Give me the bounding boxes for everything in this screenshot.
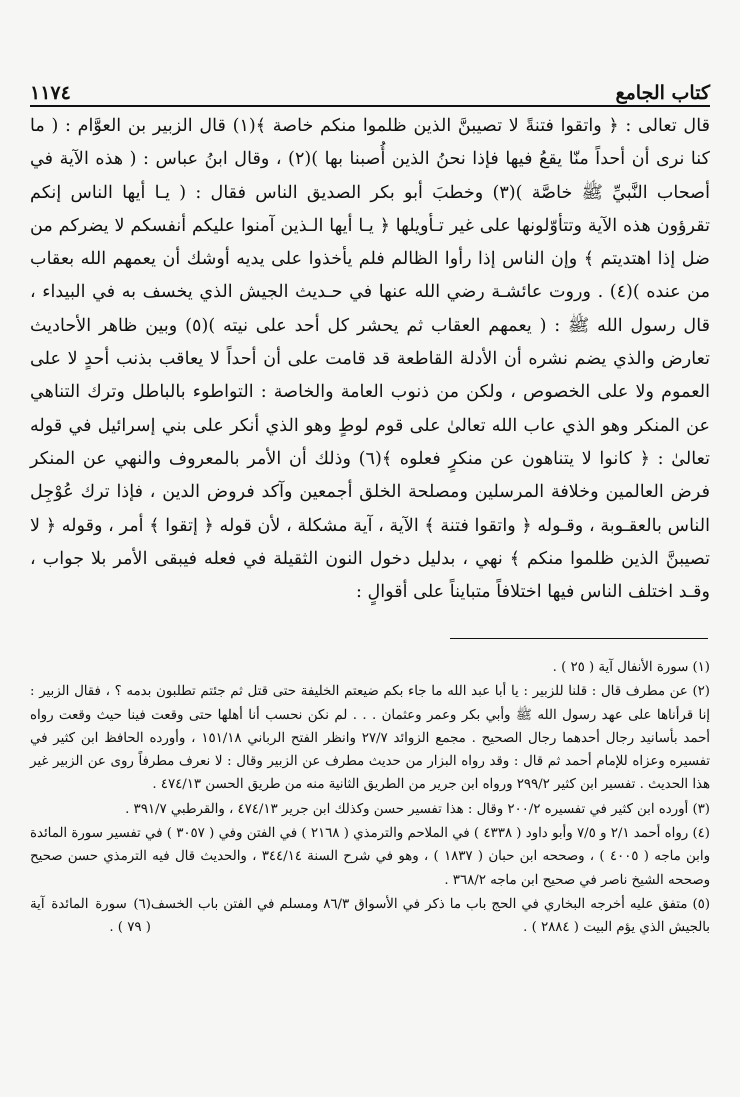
footnote-5: (٥) متفق عليه أخرجه البخاري في الحج باب ما ذكر في الأسواق ٨٦/٣ ومسلم في الفتن باب الخسف بالجيش الذي يؤم البيت ( ٢٨٨٤ ) . (150, 896, 711, 936)
running-header (30, 64, 710, 104)
footnote-2: (٢) عن مطرف قال : قلنا للزبير : يا أبا عبد الله ما جاء بكم ضيعتم الخليفة حتى قتل ثم جئتم تطلبون بدمه ؟ ، فقال الزبير : إنا قرأناها على عهد رسول الله ﷺ وأبي بكر وعمر وعثمان . . . لم نكن نحسب أنا أهلها حتى وقعت فينا حيث وقعت رواه أحمد بأسانيد رجال أحدهما رجال الصحيح . مجمع الزوائد ٢٧/٧ وانظر الفتح الرباني ١٥١/١٨ ، وأورده الحافظ ابن كثير في تفسيره وعزاه للإمام أحمد ثم قال : وقد رواه البزار من حديث مطرف عن الزبير وقال : لا نعرف مطرفاً روى عن الزبير غير هذا الحديث . تفسير ابن كثير ٢٩٩/٢ ورواه ابن جرير من الطريق الثانية منه من طريق الحسن ٤٧٤/١٣ . (30, 684, 711, 793)
footnote-4: (٤) رواه أحمد ٢/١ و ٧/٥ وأبو داود ( ٤٣٣٨ ) في الملاحم والترمذي ( ٢١٦٨ ) في الفتن وفي ( ٣٠٥٧ ) في تفسير سورة المائدة وابن ماجه ( ٤٠٠٥ ) ، وصححه ابن حبان ( ١٨٣٧ ) ، وهو في شرح السنة ٣٤٤/١٤ ، والحديث قال فيه الترمذي حسن صحيح وصححه الشيخ ناصر في صحيح ابن ماجه ٣٦٨/٢ . (30, 826, 710, 888)
footnote-last-line (30, 893, 710, 941)
footnote-separator (450, 638, 708, 639)
footnotes (30, 656, 710, 941)
header-rule (30, 105, 710, 107)
main-text (30, 110, 710, 609)
footnote-3: (٣) أورده ابن كثير في تفسيره ٢٠٠/٢ وقال : هذا تفسير حسن وكذلك ابن جرير ٤٧٤/١٣ ، والقرطبي ٣٩١/٧ . (125, 801, 710, 817)
footnote-1: (١) سورة الأنفال آية ( ٢٥ ) . (552, 660, 710, 675)
chapter-title: كتاب الجامع (615, 82, 710, 104)
page-number: ١١٧٤ (30, 82, 71, 104)
footnote-6: (٦) سورة المائدة آية ( ٧٩ ) . (30, 896, 151, 936)
main-paragraph: قال تعالى : ﴿ واتقوا فتنةً لا تصيبنَّ الذين ظلموا منكم خاصة ﴾(١) قال الزبير بن العوَّام : ( ما كنا نرى أن أحداً منّا يقعُ فيها فإذا نحنُ الذين أُصبنا بها )(٢) ، وقال ابنُ عباس : ( هذه الآية في أصحاب النَّبيِّ ﷺ خاصَّة )(٣) وخطبَ أبو بكر الصديق الناس فقال : ( يـا أيها الناس إنكم تقرؤون هذه الآية وتتأوّلونها على غير تـأويلها ﴿ يـا أيها الـذين آمنوا عليكم أنفسكم لا يضركم من ضل إذا اهتديتم ﴾ وإن الناس إذا رأوا الظالم فلم يأخذوا على يديه أوشك أن يعمهم الله بعقاب من عنده )(٤) . وروت عائشـة رضي الله عنها في حـديث الجيش الذي يخسف به في البيداء ، قال رسول الله ﷺ : ( يعمهم العقاب ثم يحشر كل أحد على نيته )(٥) وبين ظاهر الأحاديث تعارض والذي يضم نشره أن الأدلة القاطعة قد قامت على أن أحداً لا يعاقب بذنب أحدٍ لا على العموم ولا على الخصوص ، ولكن من ذنوب العامة والخاصة : التواطوء بالباطل وترك التناهي عن المنكر وهو الذي عاب الله تعالىٰ على قوم لوطٍ وهو الذي أنكر على بني إسرائيل في قوله تعالىٰ : ﴿ كانوا لا يتناهون عن منكرٍ فعلوه ﴾(٦) وذلك أن الأمر بالمعروف والنهي عن المنكر فرض العالمين وخلافة المرسلين ومصلحة الخلق أجمعين وآكد فروض الدين ، فإذا ترك عُوْجِل الناس بالعقـوبة ، وقـوله ﴿ واتقوا فتنة ﴾ الآية ، آية مشكلة ، لأن قوله ﴿ إتقوا ﴾ أمر ، وقوله ﴿ لا تصيبنَّ الذين ظلموا منكم ﴾ نهي ، بدليل دخول النون الثقيلة في فعله فيبقى الأمر بلا جواب ، وقـد اختلف الناس فيها اختلافاً متبايناً على أقوالٍ : (30, 116, 710, 603)
